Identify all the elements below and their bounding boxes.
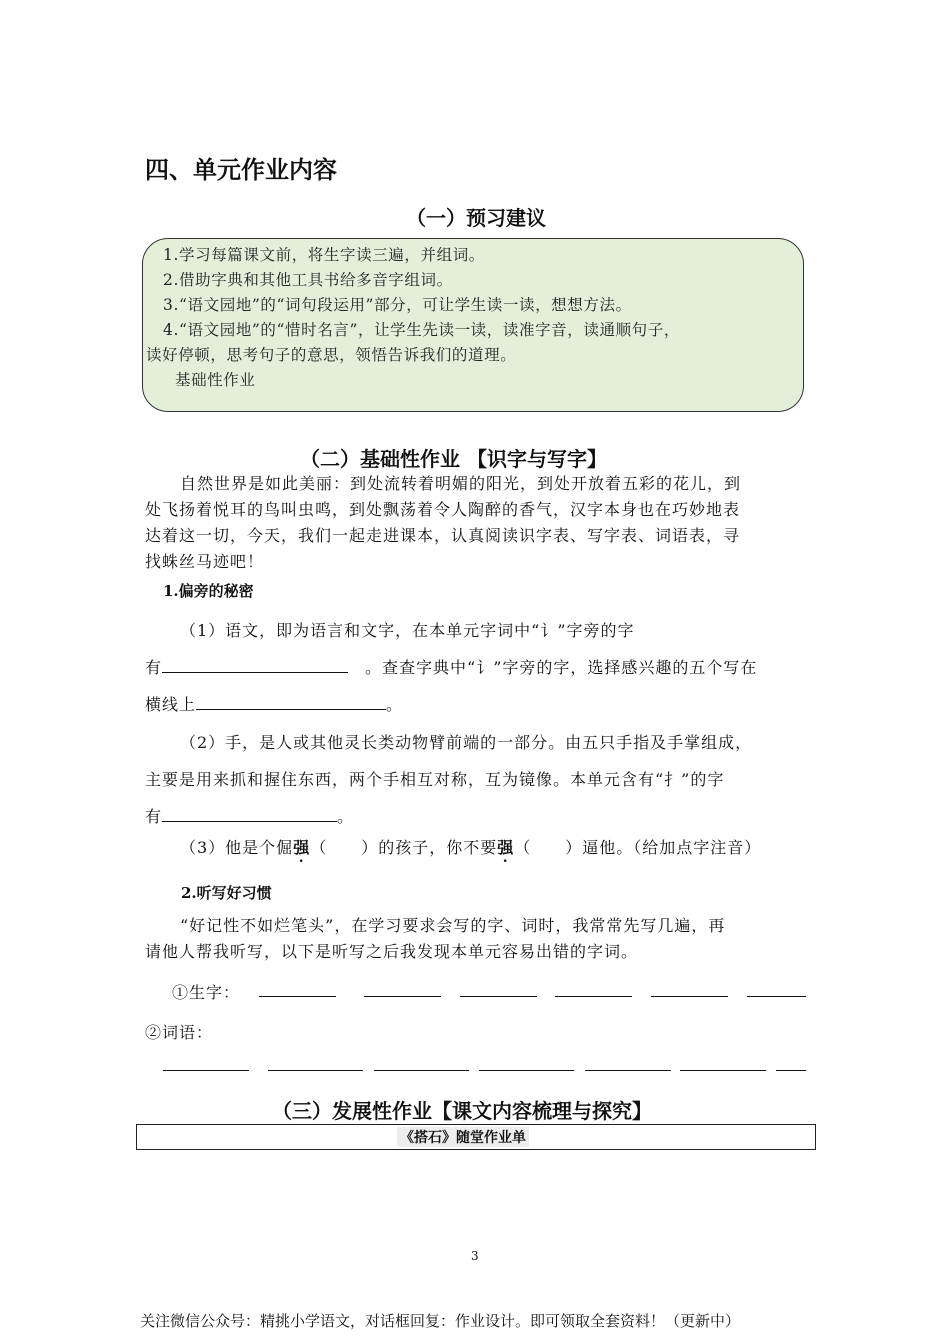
page-number: 3 bbox=[471, 1249, 479, 1263]
answer-blank[interactable] bbox=[162, 658, 348, 673]
q1-2-line3: 有 。 bbox=[145, 807, 355, 826]
ciyu-blank[interactable] bbox=[374, 1070, 469, 1071]
footer-note: 关注微信公众号：精挑小学语文，对话框回复：作业设计。即可领取全套资料！（更新中） bbox=[140, 1312, 741, 1330]
q2-text-line: “好记性不如烂笔头”，在学习要求会写的字、词时，我常常先写几遍，再 bbox=[180, 916, 726, 935]
answer-blank[interactable] bbox=[162, 807, 337, 822]
intro-line: 处飞扬着悦耳的鸟叫虫鸣，到处飘荡着令人陶醉的香气，汉字本身也在巧妙地表 bbox=[145, 500, 741, 519]
table-header: 《搭石》随堂作业单 bbox=[397, 1127, 529, 1147]
preview-item: 2.借助字典和其他工具书给多音字组词。 bbox=[163, 271, 453, 289]
shengzi-label: ①生字： bbox=[172, 983, 241, 1002]
preview-item: 3.“语文园地”的“词句段运用”部分，可让学生读一读，想想方法。 bbox=[163, 296, 632, 314]
preview-item: 1.学习每篇课文前，将生字读三遍，并组词。 bbox=[163, 246, 485, 264]
q1-2-line2: 主要是用来抓和握住东西，两个手相互对称，互为镜像。本单元含有“扌”的字 bbox=[145, 770, 725, 789]
q2-title: 2.听写好习惯 bbox=[181, 884, 272, 902]
ciyu-blank[interactable] bbox=[479, 1070, 574, 1071]
q1-3: （3）他是个倔强（ ）的孩子，你不要强（ ）逼他。（给加点字注音） bbox=[180, 838, 762, 857]
dotted-char: 强 bbox=[497, 838, 515, 857]
shengzi-blank[interactable] bbox=[555, 996, 632, 997]
develop-title: （三）发展性作业【课文内容梳理与探究】 bbox=[272, 1099, 652, 1123]
preview-item: 4.“语文园地”的“惜时名言”，让学生先读一读，读准字音，读通顺句子， bbox=[163, 321, 680, 339]
intro-line: 找蛛丝马迹吧！ bbox=[145, 552, 265, 571]
preview-item: 读好停顿，思考句子的意思，领悟告诉我们的道理。 bbox=[146, 346, 517, 364]
shengzi-blank[interactable] bbox=[651, 996, 728, 997]
q1-title: 1.偏旁的秘密 bbox=[163, 582, 254, 600]
q1-2-line1: （2）手，是人或其他灵长类动物臂前端的一部分。由五只手指及手掌组成， bbox=[180, 733, 753, 752]
q1-1-line3: 横线上 。 bbox=[145, 695, 404, 714]
ciyu-blank[interactable] bbox=[776, 1070, 806, 1071]
preview-title: （一）预习建议 bbox=[406, 206, 546, 230]
ciyu-blank[interactable] bbox=[680, 1070, 766, 1071]
dotted-char: 强 bbox=[293, 838, 311, 857]
section-title: 四、单元作业内容 bbox=[145, 156, 337, 184]
basic-title: （二）基础性作业 【识字与写字】 bbox=[300, 447, 607, 471]
ciyu-blank[interactable] bbox=[163, 1070, 249, 1071]
answer-blank[interactable] bbox=[196, 695, 386, 710]
ciyu-blank[interactable] bbox=[268, 1070, 363, 1071]
shengzi-blank[interactable] bbox=[259, 996, 336, 997]
ciyu-label: ②词语： bbox=[145, 1023, 214, 1042]
preview-box bbox=[142, 238, 804, 412]
shengzi-blank[interactable] bbox=[747, 996, 806, 997]
ciyu-blank[interactable] bbox=[585, 1070, 671, 1071]
shengzi-blank[interactable] bbox=[460, 996, 537, 997]
q1-1-line2: 有 。查查字典中“讠”字旁的字，选择感兴趣的五个写在 bbox=[145, 658, 758, 677]
q2-text-line: 请他人帮我听写，以下是听写之后我发现本单元容易出错的字词。 bbox=[145, 942, 639, 961]
preview-item: 基础性作业 bbox=[175, 371, 256, 389]
shengzi-blank[interactable] bbox=[364, 996, 441, 997]
intro-line: 达着这一切，今天，我们一起走进课本，认真阅读识字表、写字表、词语表，寻 bbox=[145, 526, 741, 545]
intro-line: 自然世界是如此美丽：到处流转着明媚的阳光，到处开放着五彩的花儿，到 bbox=[180, 474, 742, 493]
q1-1-line1: （1）语文，即为语言和文字，在本单元字词中“讠”字旁的字 bbox=[180, 621, 635, 640]
